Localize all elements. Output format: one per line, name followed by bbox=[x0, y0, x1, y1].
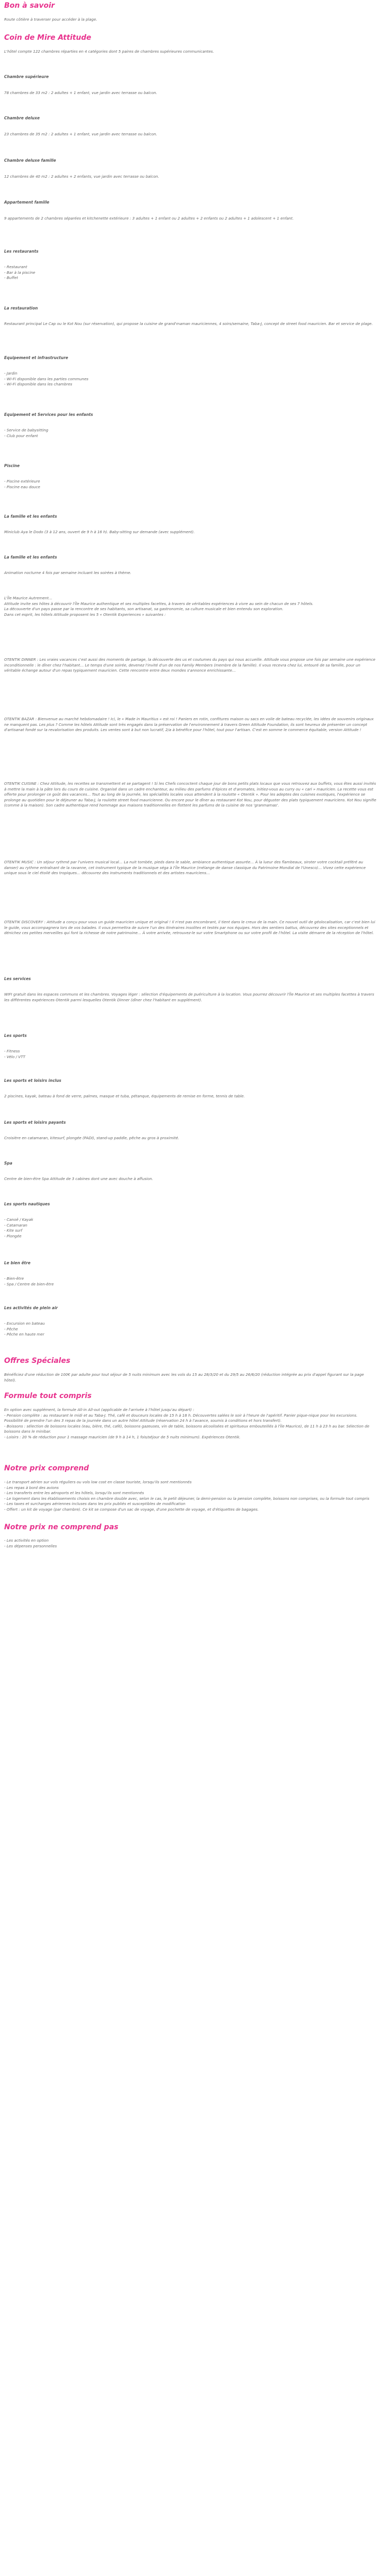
subheading: Les services bbox=[4, 976, 31, 981]
paragraph: 2 piscines, kayak, bateau à fond de verre, palmes, masque et tuba, pétanque, équipements de remise en forme, tennis de table. bbox=[4, 1094, 245, 1098]
subheading: La famille et les enfants bbox=[4, 555, 57, 560]
paragraph: Bénéficiez d'une réduction de 100€ par adulte pour tout séjour de 5 nuits minimum avec les vols du 15 au 28/3/20 et du 29/5 au 26/6/20 (réduction intégrée au prix d'appel figurant sur la page hôtel). bbox=[4, 1372, 364, 1383]
subheading: Les sports nautiques bbox=[4, 1202, 50, 1206]
paragraph: L'hôtel compte 122 chambres réparties en 4 catégories dont 5 paires de chambres supérieures communicantes. bbox=[4, 49, 214, 54]
bullet-list: - Jardin - Wi-Fi disponible dans les parties communes - Wi-Fi disponible dans les chambres bbox=[4, 371, 88, 386]
subheading: Equipement et infrastructure bbox=[4, 355, 68, 360]
paragraph: Route côtière à traverser pour accéder à la plage. bbox=[4, 17, 97, 22]
subheading: Chambre deluxe bbox=[4, 116, 40, 120]
paragraph: En option avec supplément, la formule All-in All-out (applicable de l'arrivée à l'hôtel jusqu'au départ) : - Pension complète : au restaurant le midi et au Taba-J. Thé, café et douceurs locales de 15 h à 18 h. Découvertes salées le soir à l'heure de l'apéritif. Panier pique-nique pour les excursions. Possibilité de prendre l'un des 3 repas de la journée dans un autre hôtel Attitude (réservation 24 h à l'avance, soumis à conditions et hors transfert). - Boissons : sélection de boissons locales (eau, bière, thé, café), boissons gazeuses, vin de table, boissons alcoolisées et spiritueux embouteillés à l'Île Maurice), de 11 h à 23 h au bar. Sélection de boissons dans le minibar. - Loisirs : 20 % de réduction pour 1 massage mauricien (de 9 h à 14 h, 1 fois/séjour de 5 nuits minimum). Expériences Otentik. bbox=[4, 1407, 370, 1439]
subheading: Les sports bbox=[4, 1033, 27, 1038]
bullet-list: - Service de babysitting - Club pour enfant bbox=[4, 428, 49, 438]
subheading: Spa bbox=[4, 1161, 12, 1166]
bullet-list: - Canoë / Kayak - Catamaran - Kite surf - Plongée bbox=[4, 1217, 34, 1238]
paragraph: OTENTIK DINNER : Les vraies vacances c'est aussi des moments de partage, la découverte des us et coutumes du pays qui nous accueille. Attitude vous propose une fois par semaine une expérience inconditionnelle : le dîner chez l'habitant… Le temps d'une soirée, devenez l'invité d'un de nos Family Members (membre de la famille). Il vous recevra chez lui, entouré de sa famille, pour un véritable échange autour d'un repas typiquement mauricien. Cette rencontre entre deux mondes s'annonce enrichissante… bbox=[4, 657, 375, 673]
paragraph: 9 appartements de 2 chambres séparées et kitchenette extérieure : 3 adultes + 1 enfant ou 2 adultes + 2 enfants ou 2 adultes + 1 adolescent + 1 enfant. bbox=[4, 216, 294, 221]
paragraph: Miniclub Aya le Dodo (3 à 12 ans, ouvert de 9 h à 16 h). Baby-sitting sur demande (avec supplément). bbox=[4, 530, 195, 534]
subheading: Les activités de plein air bbox=[4, 1306, 58, 1310]
section-title-formule: Formule tout compris bbox=[4, 1392, 92, 1400]
paragraph: OTENTIK CUISINE : Chez Attitude, les recettes se transmettent et se partagent ! Si les Chefs concoctent chaque jour de bons petits plats locaux que vous retrouvez aux buffets, vous êtes aussi invités à mettre la main à la pâte lors du cours de cuisine. Organisé dans un cadre enchanteur, au milieu des parfums d'épices et d'aromates, initiez-vous au curry ou « cari » mauricien. La recette vous est offerte pour prolonger ce goût des vacances… Tout au long de la journée, les spécialités locales vous attendent à la roulotte « Otentik ». Pour les adeptes des cuisines exotiques, l'expérience se prolonge au quotidien pour le déjeuner au Taba-J, la roulotte street food mauricienne. Ou encore pour le dîner au restaurant Kot Nou, pour déguster des plats typiquement mauriciens. Kot Nou signifie (comme à la maison). Son cadre authentique rend hommage aux maisons traditionnelles en flottent les parfums de la cuisine de nos 'granmamas'. bbox=[4, 781, 376, 808]
paragraph: Centre de bien-être Spa Attitude de 3 cabines dont une avec douche à affusion. bbox=[4, 1176, 154, 1181]
paragraph: OTENTIK BAZAR : Bienvenue au marché hebdomadaire ! Ici, le « Made in Mauritius » est roi ! Paniers en rotin, confitures maison ou sacs en voile de bateau recyclée, les idées de souvenirs originaux ne manquent pas. Les plus ? Comme les hôtels Attitude sont très engagés dans la préservation de l'environnement à travers Green Attitude Foundation, ils sont heureux de présenter un concept d'artisanat fondé sur la revalorisation des produits. Les ventes sont à but non lucratif, 2/a à bénéfice pour l'hôtel, tout pour l'artisan. C'est en somme le commerce équitable, version Attitude ! bbox=[4, 717, 374, 732]
paragraph: OTENTIK DISCOVERY : Attitude a conçu pour vous un guide mauricien unique et original ! Il n'est pas encombrant, il tient dans le creux de la main. Ce nouvel outil de géolocalisation, car c'est bien lui le guide, vous accompagnera lors de vos balades. Il vous permettra de suivre l'un des itinéraires insolites et testés par nos équipes. Hors des sentiers battus, découvrez des sites exceptionnels et dénichez ces petites merveilles qui font la richesse de notre patrimoine… À votre arrivée, retrouvez-le sur votre Smartphone ou sur votre profil de l'hôtel. La visite démarre de la réception de l'hôtel. bbox=[4, 920, 375, 935]
subheading: Les sports et loisirs inclus bbox=[4, 1078, 62, 1083]
subheading: Les sports et loisirs payants bbox=[4, 1120, 66, 1125]
paragraph: WIFI gratuit dans les espaces communs et les chambres. Voyages léger : sélection d'équipements de puériculture à la location. Vous pourrez découvrir l'Île Maurice et ses multiples facettes à travers les différentes expériences Otentik parmi lesquelles Otentik Dinner (dîner chez l'habitant en supplément). bbox=[4, 992, 374, 1002]
subheading: Appartement famille bbox=[4, 200, 50, 205]
paragraph: Croisière en catamaran, kitesurf, plongée (PADI), stand-up paddle, pêche au gros à proximité. bbox=[4, 1136, 179, 1140]
subheading: Chambre supérieure bbox=[4, 74, 49, 79]
section-title-offres-speciales: Offres Spéciales bbox=[4, 1357, 70, 1365]
subheading: Piscine bbox=[4, 463, 20, 468]
bullet-list: - Le transport aérien sur vols réguliers ou vols low cost en classe touriste, lorsqu'ils sont mentionnés - Les repas à bord des avions - Les transferts entre les aéroports et les hôtels, lorsqu'ils sont mentionnés - Le logement dans les établissements choisis en chambre double avec, selon le cas, le petit déjeuner, la demi-pension ou la pension complète, boissons non comprises, ou la formule tout compris - Les taxes et surcharges aériennes incluses dans les prix publiés et susceptibles de modification - Offert : un kit de voyage (par chambre). Ce kit se compose d'un sac de voyage, d'une pochette de voyage, et d'étiquettes de bagages. bbox=[4, 1480, 370, 1512]
section-title-bon-a-savoir: Bon à savoir bbox=[4, 2, 55, 10]
bullet-list: - Piscine extérieure - Piscine eau douce bbox=[4, 479, 40, 489]
bullet-list: - Les activités en option - Les dépenses personnelles bbox=[4, 1538, 57, 1548]
paragraph: 23 chambres de 35 m2 : 2 adultes + 1 enfant, vue jardin avec terrasse ou balcon. bbox=[4, 132, 157, 136]
paragraph: 78 chambres de 33 m2 : 2 adultes + 1 enfant, vue jardin avec terrasse ou balcon. bbox=[4, 90, 157, 95]
subheading: La restauration bbox=[4, 306, 38, 311]
subheading: Equipement et Services pour les enfants bbox=[4, 412, 93, 417]
paragraph: Animation nocturne 4 fois par semaine incluant les soirées à thème. bbox=[4, 570, 131, 575]
subheading: Chambre deluxe famille bbox=[4, 158, 56, 163]
section-title-hotel: Coin de Mire Attitude bbox=[4, 34, 92, 42]
subheading: Le bien être bbox=[4, 1261, 31, 1265]
paragraph: OTENTIK MUSIC : Un séjour rythmé par l'univers musical local… La nuit tombée, pieds dans le sable, ambiance authentique assurée… À la lueur des flambeaux, siroter votre cocktail préféré au danser) au rythme entraînant de la ravanne, cet instrument typique de la musique séga à l'Île Maurice (mélange de danse classique du Patrimoine Mondial de l'Unesco)… Vivez cette expérience unique sous le ciel étoilé des tropiques… découvrez des instruments traditionnels et des artistes mauriciens… bbox=[4, 860, 366, 875]
bullet-list: - Fitness - Vélo / VTT bbox=[4, 1049, 25, 1059]
section-title-prix-ne-comprend-pas: Notre prix ne comprend pas bbox=[4, 1523, 118, 1531]
bullet-list: - Restaurant - Bar à la piscine - Buffet bbox=[4, 265, 36, 280]
bullet-list: - Excursion en bateau - Pêche - Pêche en haute mer bbox=[4, 1321, 45, 1337]
subheading: La famille et les enfants bbox=[4, 514, 57, 519]
paragraph: 12 chambres de 40 m2 : 2 adultes + 2 enfants, vue jardin avec terrasse ou balcon. bbox=[4, 174, 159, 179]
paragraph: L'Île Maurice Autrement… Attitude invite ses hôtes à découvrir l'Île Maurice authentique et ses multiples facettes, à travers de véritables expériences à vivre au sein de chacun de ses 7 hôtels. La découverte d'un pays passe par la rencontre de ses habitants, son artisanat, sa gastronomie, sa culture musicale et bien entendu son exploration. Dans cet esprit, les hôtels Attitude proposent les 5 « Otentik Experiences » suivantes : bbox=[4, 596, 314, 617]
paragraph: Restaurant principal Le Cap ou le Kot Nou (sur réservation), qui propose la cuisine de grand'maman mauriciennes, 4 soirs/semaine, Taba-J, concept de street food mauricien. Bar et service de plage. bbox=[4, 321, 373, 326]
section-title-prix-comprend: Notre prix comprend bbox=[4, 1464, 89, 1472]
subheading: Les restaurants bbox=[4, 249, 39, 254]
bullet-list: - Bien-être - Spa / Centre de bien-être bbox=[4, 1276, 54, 1286]
